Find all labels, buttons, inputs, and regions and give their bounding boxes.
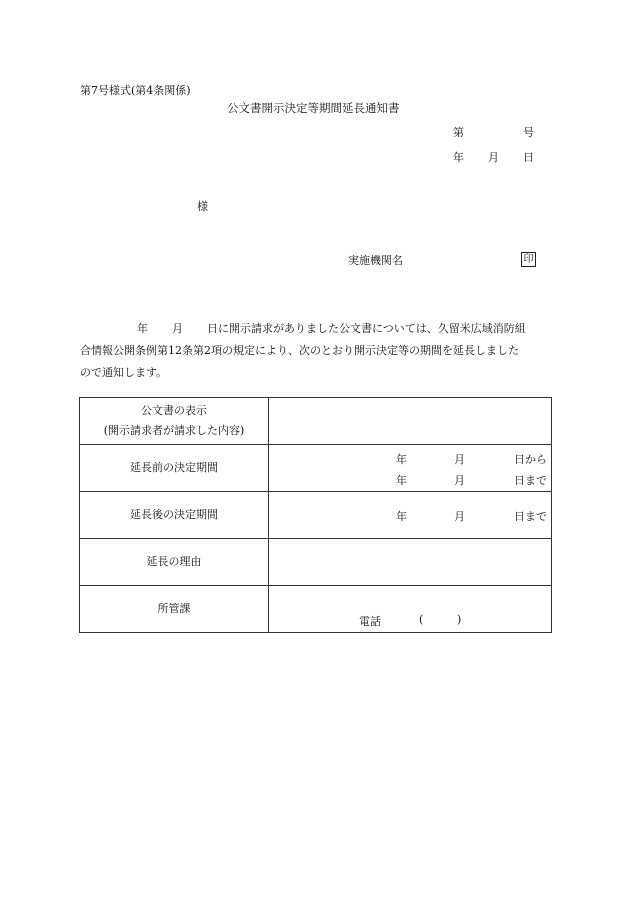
department-cell[interactable] — [269, 586, 552, 633]
table-row-document — [80, 398, 552, 445]
table-row-after — [80, 492, 552, 539]
date-day: 日 — [523, 151, 534, 164]
department-label: 所管課 — [80, 586, 269, 633]
body-line-2: 合情報公開条例第12条第2項の規定により、次のとおり開示決定等の期間を延長しました — [80, 344, 519, 357]
ref-go: 号 — [523, 126, 534, 139]
seal-mark: 印 — [521, 252, 536, 267]
before-period-cell[interactable] — [269, 445, 552, 492]
after-day: 日まで — [514, 510, 547, 523]
body-month: 月 — [172, 322, 183, 335]
form-number: 第7号様式(第4条関係) — [80, 84, 191, 97]
table-row-before — [80, 445, 552, 492]
body-line-1 — [80, 318, 556, 340]
before-until-month: 月 — [454, 474, 465, 487]
extension-table — [79, 397, 552, 633]
table-row-department — [80, 586, 552, 633]
after-year: 年 — [396, 510, 407, 523]
date-month: 月 — [488, 151, 499, 164]
body-line-1-text: 日に開示請求がありました公文書については、久留米広域消防組 — [207, 322, 526, 335]
body-year: 年 — [137, 322, 148, 335]
before-until-day: 日まで — [514, 474, 547, 487]
document-title: 公文書開示決定等期間延長通知書 — [227, 101, 400, 115]
before-from-day: 日から — [514, 453, 547, 466]
before-from-month: 月 — [454, 453, 465, 466]
before-until-year: 年 — [396, 474, 407, 487]
after-period-label: 延長後の決定期間 — [80, 492, 269, 539]
ref-dai: 第 — [453, 126, 464, 139]
table-row-reason — [80, 539, 552, 586]
body-paragraph — [80, 318, 556, 384]
document-value-cell[interactable] — [269, 398, 552, 445]
phone-label: 電話 — [359, 615, 381, 628]
document-sublabel: (開示請求者が請求した内容) — [103, 424, 245, 437]
phone-paren-close: ) — [457, 613, 462, 626]
phone-paren-open: ( — [419, 613, 424, 626]
addressee-suffix: 様 — [197, 200, 208, 213]
after-period-cell[interactable] — [269, 492, 552, 539]
reason-cell[interactable] — [269, 539, 552, 586]
before-period-label: 延長前の決定期間 — [80, 445, 269, 492]
before-from-year: 年 — [396, 453, 407, 466]
reason-label: 延長の理由 — [80, 539, 269, 586]
document-label: 公文書の表示 — [141, 404, 207, 417]
document-label-cell — [80, 398, 269, 445]
body-line-3: ので通知します。 — [80, 366, 168, 379]
after-month: 月 — [454, 510, 465, 523]
date-year: 年 — [453, 151, 464, 164]
issuer-label: 実施機関名 — [348, 254, 403, 267]
